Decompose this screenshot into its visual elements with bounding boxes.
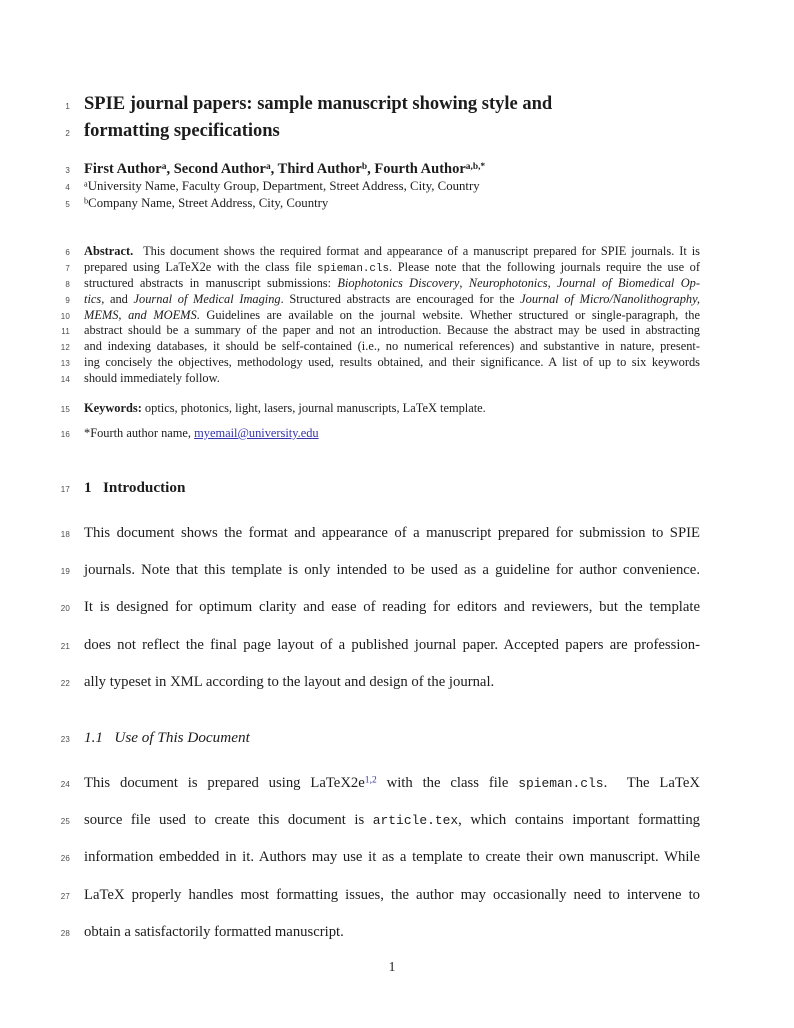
manuscript-line bbox=[0, 161, 700, 178]
manuscript-line bbox=[0, 371, 700, 387]
corresponding-author-note bbox=[0, 425, 700, 443]
text-segment: . Structured abstracts are encouraged for the bbox=[280, 291, 521, 306]
text-segment: . The LaTeX bbox=[603, 774, 700, 791]
text-segment: should immediately follow. bbox=[84, 371, 220, 386]
manuscript-line bbox=[0, 260, 700, 276]
text-segment: Company Name, Street Address, City, Country bbox=[88, 196, 329, 210]
line-number: 12 bbox=[60, 343, 70, 353]
text-segment: journals. Note that this template is only intended to be used as a guideline for author convenience. bbox=[84, 562, 700, 579]
text-segment: b bbox=[361, 161, 368, 172]
text-segment: This document shows the required format and appearance of a manuscript prepared for SPIE journals. It is bbox=[143, 244, 700, 258]
manuscript-line bbox=[0, 195, 700, 212]
text-segment: a,b,* bbox=[465, 161, 486, 172]
line-content bbox=[70, 276, 700, 292]
line-number: 5 bbox=[65, 200, 70, 209]
text-segment: This document shows the format and appearance of a manuscript prepared for submission to SPIE bbox=[84, 525, 700, 542]
line-content bbox=[70, 195, 700, 212]
manuscript-line bbox=[0, 323, 700, 339]
line-content bbox=[70, 161, 700, 178]
page-number: 1 bbox=[388, 958, 396, 974]
manuscript-line bbox=[0, 91, 700, 118]
text-segment: , and bbox=[101, 291, 134, 306]
text-segment: article.tex bbox=[372, 813, 459, 829]
line-content bbox=[70, 479, 700, 497]
manuscript-line bbox=[0, 627, 700, 664]
manuscript-line bbox=[0, 355, 700, 371]
line-content bbox=[70, 552, 700, 589]
text-segment: spieman.cls bbox=[317, 262, 390, 275]
text-segment: information embedded in it. Authors may use it as a template to create their own manuscript. While bbox=[84, 849, 700, 866]
text-segment: This document is prepared using LaTeX2e bbox=[84, 774, 365, 791]
text-segment: , Fourth Author bbox=[367, 161, 466, 177]
affiliations bbox=[0, 178, 700, 212]
text-segment: Biophotonics Discovery bbox=[337, 275, 460, 290]
line-content bbox=[70, 914, 700, 951]
text-segment: It is designed for optimum clarity and ease of reading for editors and reviewers, but the template bbox=[84, 599, 700, 616]
text-segment: University Name, Faculty Group, Department, Street Address, City, Country bbox=[87, 179, 480, 193]
line-number: 16 bbox=[60, 430, 70, 440]
manuscript-content bbox=[0, 91, 700, 951]
text-segment: Journal of Biomedical Op- bbox=[557, 275, 700, 290]
abstract bbox=[0, 244, 700, 387]
manuscript-line bbox=[0, 877, 700, 914]
manuscript-line bbox=[0, 178, 700, 195]
text-segment: structured abstracts in manuscript submissions: bbox=[84, 275, 338, 290]
line-number: 8 bbox=[65, 279, 70, 289]
text-segment: *Fourth author name, bbox=[84, 426, 195, 441]
text-segment: spieman.cls bbox=[518, 775, 604, 791]
text-segment: . Guidelines are available on the journal website. Whether structured or single-paragraph, the bbox=[196, 307, 700, 322]
text-segment: , bbox=[459, 275, 469, 290]
line-number: 27 bbox=[60, 891, 70, 901]
line-content bbox=[70, 91, 700, 118]
text-segment: Journal of Micro/Nanolithography, bbox=[520, 291, 700, 306]
line-number: 3 bbox=[65, 166, 70, 175]
text-segment: Journal of Medical Imaging bbox=[133, 291, 281, 306]
line-number: 2 bbox=[65, 129, 70, 138]
text-segment: source file used to create this document is bbox=[84, 812, 373, 829]
line-number: 6 bbox=[65, 248, 70, 257]
line-number: 18 bbox=[60, 530, 70, 540]
text-segment: , Third Author bbox=[270, 161, 362, 177]
line-content bbox=[70, 839, 700, 876]
text-segment: a bbox=[161, 161, 167, 172]
manuscript-line bbox=[0, 765, 700, 802]
manuscript-line bbox=[0, 914, 700, 951]
line-content bbox=[70, 323, 700, 339]
manuscript-line bbox=[0, 515, 700, 552]
line-number: 9 bbox=[65, 295, 70, 305]
manuscript-line bbox=[0, 276, 700, 292]
text-segment: formatting specifications bbox=[84, 121, 280, 141]
citation-link[interactable]: 1,2 bbox=[364, 774, 377, 786]
line-content bbox=[70, 371, 700, 387]
manuscript-line bbox=[0, 664, 700, 701]
text-segment: does not reflect the final page layout of a published journal paper. Accepted papers are profession- bbox=[84, 636, 700, 653]
text-segment: ing concisely the objectives, methodology used, results obtained, and their significance. A list of up to six keywords bbox=[84, 355, 700, 370]
manuscript-line bbox=[0, 244, 700, 260]
manuscript-line bbox=[0, 839, 700, 876]
text-segment: and indexing databases, it should be self-contained (i.e., no numerical references) and substantive in nature, present- bbox=[84, 339, 700, 354]
line-content bbox=[70, 627, 700, 664]
text-segment: MEMS, and MOEMS bbox=[84, 307, 197, 322]
text-segment: Neurophotonics bbox=[468, 275, 548, 290]
line-content bbox=[70, 515, 700, 552]
manuscript-line bbox=[0, 425, 700, 443]
text-segment: optics, photonics, light, lasers, journal manuscripts, LaTeX template. bbox=[141, 401, 486, 416]
text-segment: with the class file bbox=[376, 774, 519, 791]
section-heading-introduction bbox=[0, 479, 700, 499]
email-link[interactable]: myemail@university.edu bbox=[194, 426, 319, 441]
manuscript-line bbox=[0, 118, 700, 145]
line-number: 20 bbox=[60, 604, 70, 614]
line-content bbox=[70, 355, 700, 371]
text-segment: First Author bbox=[84, 161, 162, 177]
text-segment: Abstract. bbox=[84, 244, 144, 258]
text-segment: ally typeset in XML according to the layout and design of the journal. bbox=[84, 673, 495, 690]
line-number: 26 bbox=[60, 854, 70, 864]
line-number: 19 bbox=[60, 567, 70, 577]
line-content bbox=[70, 260, 700, 276]
text-segment: , Second Author bbox=[166, 161, 266, 177]
line-content bbox=[70, 178, 700, 195]
line-content bbox=[70, 802, 700, 839]
text-segment: abstract should be a summary of the paper and not an introduction. Because the abstract may be used in abstracting bbox=[84, 323, 700, 338]
text-segment: , bbox=[547, 275, 558, 290]
text-segment: 1.1 Use of This Document bbox=[84, 728, 250, 746]
line-number: 25 bbox=[60, 817, 70, 827]
text-segment: Keywords: bbox=[84, 401, 142, 416]
line-content bbox=[70, 400, 700, 416]
text-segment: SPIE journal papers: sample manuscript showing style and bbox=[84, 94, 553, 114]
manuscript-line bbox=[0, 479, 700, 499]
line-content bbox=[70, 308, 700, 324]
line-number: 15 bbox=[60, 405, 70, 415]
line-content bbox=[70, 425, 700, 441]
manuscript-line bbox=[0, 400, 700, 418]
text-segment: a bbox=[265, 161, 271, 172]
line-content bbox=[70, 589, 700, 626]
line-number: 13 bbox=[60, 359, 70, 369]
line-content bbox=[70, 118, 700, 145]
line-number: 23 bbox=[60, 734, 70, 744]
manuscript-line bbox=[0, 339, 700, 355]
line-number: 28 bbox=[60, 928, 70, 938]
line-number: 7 bbox=[65, 263, 70, 273]
line-content bbox=[70, 664, 700, 701]
line-number: 11 bbox=[61, 327, 70, 337]
text-segment: obtain a satisfactorily formatted manuscript. bbox=[84, 923, 344, 940]
line-content bbox=[70, 339, 700, 355]
line-content bbox=[70, 292, 700, 308]
text-segment: 1 Introduction bbox=[84, 479, 186, 497]
line-number: 22 bbox=[60, 678, 70, 688]
manuscript-line bbox=[0, 589, 700, 626]
line-content bbox=[70, 877, 700, 914]
text-segment: prepared using LaTeX2e with the class file bbox=[84, 259, 318, 274]
subsection-heading-use-of-this-document bbox=[0, 729, 700, 749]
line-number: 17 bbox=[60, 485, 70, 495]
text-segment: , which contains important formatting bbox=[458, 812, 700, 829]
use-of-document-paragraph bbox=[0, 765, 700, 951]
line-number: 14 bbox=[60, 375, 70, 385]
text-segment: b bbox=[84, 196, 89, 206]
line-content bbox=[70, 729, 700, 747]
line-content bbox=[70, 244, 700, 260]
text-segment: a bbox=[84, 179, 88, 189]
manuscript-line bbox=[0, 308, 700, 324]
line-number: 4 bbox=[65, 183, 70, 192]
line-number: 1 bbox=[65, 102, 70, 111]
manuscript-line bbox=[0, 729, 700, 749]
line-number: 10 bbox=[60, 311, 70, 321]
line-number: 24 bbox=[60, 779, 70, 789]
text-segment: LaTeX properly handles most formatting issues, the author may occasionally need to intervene to bbox=[84, 886, 700, 903]
manuscript-line bbox=[0, 802, 700, 839]
text-segment: tics bbox=[84, 291, 102, 306]
author-list bbox=[0, 161, 700, 178]
line-number: 21 bbox=[60, 641, 70, 651]
paper-title bbox=[0, 91, 700, 145]
keywords bbox=[0, 400, 700, 418]
introduction-paragraph bbox=[0, 515, 700, 701]
manuscript-line bbox=[0, 292, 700, 308]
text-segment: . Please note that the following journals require the use of bbox=[389, 259, 700, 274]
manuscript-line bbox=[0, 552, 700, 589]
line-content bbox=[70, 765, 700, 802]
